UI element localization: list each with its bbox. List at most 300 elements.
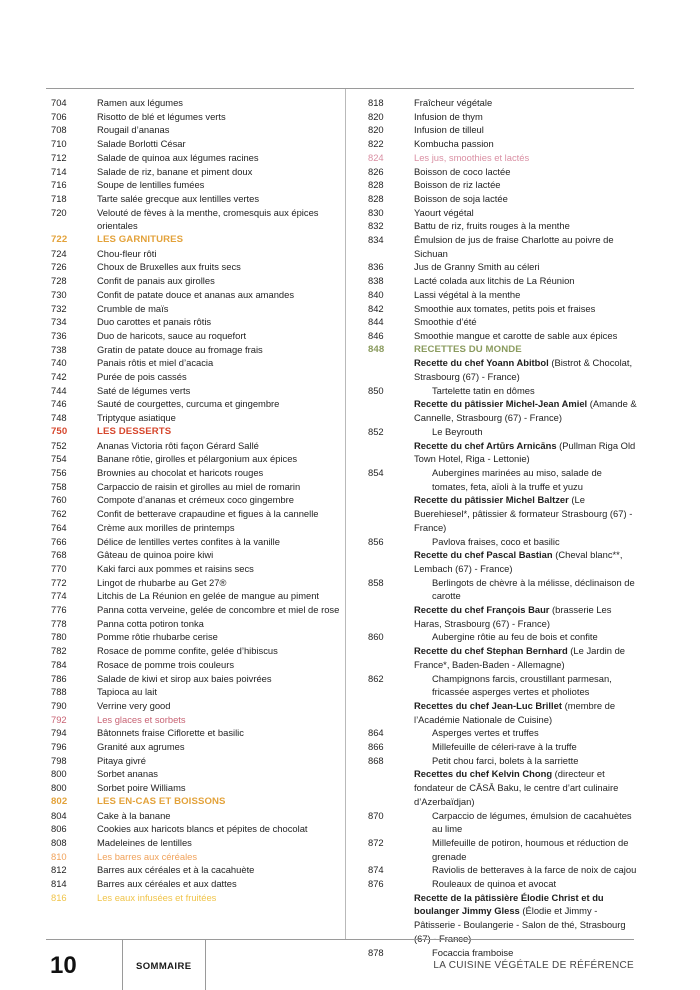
toc-page-number: 866	[368, 741, 384, 753]
toc-entry[interactable]	[368, 260, 638, 274]
toc-page-number: 780	[51, 631, 67, 643]
toc-page-number: 760	[51, 494, 67, 506]
toc-entry-title: Crème aux morilles de printemps	[97, 521, 235, 533]
toc-page-number: 842	[368, 302, 384, 314]
toc-page-number: 716	[51, 179, 67, 191]
toc-entry-title	[414, 699, 638, 726]
toc-entry[interactable]	[51, 781, 341, 795]
toc-entry-title: Lacté colada aux litchis de La Réunion	[414, 275, 575, 287]
toc-entry[interactable]	[51, 343, 341, 357]
toc-entry[interactable]	[51, 863, 341, 877]
toc-page-number: 712	[51, 151, 67, 163]
toc-entry-title: Millefeuille de céleri-rave à la truffe	[432, 741, 577, 753]
toc-entry[interactable]	[368, 233, 638, 260]
toc-entry-title: Salade de kiwi et sirop aux baies poivrées	[97, 672, 272, 684]
toc-page-number: 840	[368, 288, 384, 300]
toc-entry-title: Gâteau de quinoa poire kiwi	[97, 549, 214, 561]
toc-entry-title	[414, 548, 638, 575]
toc-entry[interactable]	[51, 178, 341, 192]
toc-entry-title: Duo de haricots, sauce au roquefort	[97, 329, 247, 341]
toc-entry-title: Soupe de lentilles fumées	[97, 179, 205, 191]
toc-entry[interactable]	[51, 589, 341, 603]
toc-entry[interactable]	[368, 726, 638, 740]
toc-page-number: 752	[51, 439, 67, 451]
toc-chef-heading[interactable]	[368, 356, 638, 383]
toc-entry[interactable]	[51, 151, 341, 165]
toc-entry-title: Les jus, smoothies et lactés	[414, 151, 530, 163]
toc-page-number: 826	[368, 165, 384, 177]
toc-left-column	[51, 96, 341, 904]
chef-name: Recette du chef Yoann Abitbol	[414, 357, 549, 369]
chef-name: Recette du chef Pascal Bastian	[414, 549, 553, 561]
toc-page-number: 856	[368, 535, 384, 547]
toc-entry[interactable]	[51, 576, 341, 590]
toc-entry[interactable]	[51, 315, 341, 329]
toc-page-number: 758	[51, 480, 67, 492]
toc-page-number: 822	[368, 138, 384, 150]
toc-entry-title: Boisson de soja lactée	[414, 192, 508, 204]
toc-entry-title	[414, 603, 638, 630]
toc-entry-title: Les glaces et sorbets	[97, 713, 186, 725]
toc-entry[interactable]	[51, 137, 341, 151]
toc-page-number: 846	[368, 329, 384, 341]
toc-entry-title: LES DESSERTS	[97, 425, 172, 437]
toc-entry[interactable]	[51, 630, 341, 644]
toc-page-number: 804	[51, 809, 67, 821]
toc-entry-title: Chou-fleur rôti	[97, 247, 157, 259]
toc-page-number: 720	[51, 206, 67, 218]
toc-entry[interactable]	[368, 123, 638, 137]
toc-entry-title: Le Beyrouth	[432, 425, 483, 437]
toc-page-number: 776	[51, 604, 67, 616]
toc-page-number	[368, 356, 414, 383]
toc-entry[interactable]	[51, 754, 341, 768]
toc-entry-title: Raviolis de betteraves à la farce de noix de cajou	[432, 864, 637, 876]
toc-entry-title: Rougail d’ananas	[97, 124, 170, 136]
toc-page-number	[368, 548, 414, 575]
toc-entry-title: Lingot de rhubarbe au Get 27®	[97, 576, 227, 588]
toc-page-number: 762	[51, 508, 67, 520]
toc-page-number: 872	[368, 836, 384, 848]
toc-entry[interactable]	[368, 576, 638, 603]
toc-entry-title: Tartelette tatin en dômes	[432, 384, 535, 396]
book-title: LA CUISINE VÉGÉTALE DE RÉFÉRENCE	[433, 960, 634, 971]
toc-entry[interactable]	[51, 466, 341, 480]
toc-chef-heading[interactable]	[368, 699, 638, 726]
toc-page-number: 728	[51, 275, 67, 287]
toc-entry[interactable]	[368, 877, 638, 891]
toc-entry-title: Ramen aux légumes	[97, 97, 183, 108]
toc-entry-title: Brownies au chocolat et haricots rouges	[97, 466, 264, 478]
toc-entry-title: Gratin de patate douce au fromage frais	[97, 343, 263, 355]
toc-page-number: 824	[368, 151, 384, 163]
toc-entry[interactable]	[368, 192, 638, 206]
toc-page-number: 714	[51, 165, 67, 177]
toc-entry[interactable]	[51, 411, 341, 425]
toc-page-number: 784	[51, 658, 67, 670]
toc-entry-title: Crumble de maïs	[97, 302, 169, 314]
footer-divider	[205, 940, 206, 990]
toc-page-number: 802	[51, 795, 68, 807]
toc-entry-title: Petit chou farci, bolets à la sarriette	[432, 754, 579, 766]
toc-page-number: 816	[51, 891, 67, 903]
toc-entry-title: Cake à la banane	[97, 809, 171, 821]
toc-entry-title: Rosace de pomme confite, gelée d’hibiscus	[97, 645, 278, 657]
toc-page-number: 790	[51, 699, 67, 711]
toc-entry[interactable]	[368, 863, 638, 877]
toc-page-number: 848	[368, 343, 385, 355]
toc-page-number: 732	[51, 302, 67, 314]
chef-venue: (Pullman Riga Old Town Hotel, Riga - Lettonie)	[414, 439, 636, 465]
toc-entry[interactable]	[51, 247, 341, 261]
toc-page-number	[368, 397, 414, 424]
toc-entry[interactable]	[368, 315, 638, 329]
toc-entry-title: Infusion de tilleul	[414, 124, 484, 136]
toc-entry-title: Salade Borlotti César	[97, 138, 186, 150]
toc-page-number: 734	[51, 316, 67, 328]
toc-entry[interactable]	[51, 809, 341, 823]
toc-entry[interactable]	[51, 767, 341, 781]
toc-entry[interactable]	[368, 535, 638, 549]
toc-page-number: 792	[51, 713, 67, 725]
toc-page-number: 722	[51, 234, 68, 246]
toc-entry[interactable]	[368, 809, 638, 836]
toc-entry-title: Choux de Bruxelles aux fruits secs	[97, 261, 241, 273]
toc-page-number: 836	[368, 261, 384, 273]
toc-entry[interactable]	[368, 178, 638, 192]
chef-venue: (brasserie Les Haras, Strasbourg (67) - France)	[414, 604, 612, 629]
toc-entry-title: Sorbet ananas	[97, 768, 158, 780]
chef-venue: (Bistrot & Chocolat, Strasbourg (67) - France)	[414, 357, 633, 383]
toc-entry[interactable]	[368, 274, 638, 288]
toc-entry-title: Panna cotta potiron tonka	[97, 617, 204, 629]
toc-entry-title: Kaki farci aux pommes et raisins secs	[97, 562, 254, 574]
toc-entry-title: Verrine very good	[97, 699, 171, 711]
chef-venue: (Cheval blanc**, Lembach (67) - France)	[414, 549, 623, 574]
toc-entry[interactable]	[368, 466, 638, 493]
toc-page-number: 772	[51, 576, 67, 588]
column-divider	[345, 89, 346, 939]
toc-entry[interactable]	[51, 480, 341, 494]
chef-venue: (membre de l’Académie Nationale de Cuisine)	[414, 699, 616, 725]
toc-entry[interactable]	[51, 699, 341, 713]
toc-entry[interactable]	[51, 521, 341, 535]
toc-entry-title: Smoothie aux tomates, petits pois et fraises	[414, 302, 596, 314]
toc-page-number: 750	[51, 425, 68, 437]
toc-page-number: 724	[51, 247, 67, 259]
toc-entry[interactable]	[51, 672, 341, 686]
toc-entry[interactable]	[51, 123, 341, 137]
toc-entry-title	[414, 397, 638, 424]
toc-entry-title: Granité aux agrumes	[97, 741, 185, 753]
toc-entry[interactable]	[51, 822, 341, 836]
toc-right-column	[368, 96, 638, 959]
toc-entry[interactable]	[368, 206, 638, 220]
chef-name: Recette du chef Stephan Bernhard	[414, 645, 568, 657]
toc-entry-title: Carpaccio de légumes, émulsion de cacahuètes au lime	[432, 809, 632, 835]
toc-entry-title: Salade de riz, banane et piment doux	[97, 165, 253, 177]
toc-entry[interactable]	[51, 260, 341, 274]
chef-name: Recette du pâtissier Michel-Jean Amiel	[414, 398, 588, 410]
toc-page-number	[368, 644, 414, 671]
toc-entry[interactable]	[368, 329, 638, 343]
toc-entry-title: Bâtonnets fraise Ciflorette et basilic	[97, 727, 244, 739]
toc-entry-title: LES EN-CAS ET BOISSONS	[97, 795, 226, 807]
toc-entry-title: Pavlova fraises, coco et basilic	[432, 535, 560, 547]
toc-page-number: 764	[51, 521, 67, 533]
toc-entry[interactable]	[51, 329, 341, 343]
toc-page-number: 834	[368, 234, 384, 246]
toc-entry[interactable]	[368, 96, 638, 110]
toc-page-number	[368, 439, 414, 466]
toc-entry-title: Rouleaux de quinoa et avocat	[432, 878, 557, 890]
toc-entry[interactable]	[51, 439, 341, 453]
toc-entry-title	[414, 493, 638, 534]
toc-entry[interactable]	[51, 740, 341, 754]
toc-page-number: 860	[368, 631, 384, 643]
toc-entry[interactable]	[51, 493, 341, 507]
toc-entry-title: Cookies aux haricots blancs et pépites de chocolat	[97, 823, 308, 835]
toc-chef-heading[interactable]	[368, 891, 638, 946]
toc-entry-title: Purée de pois cassés	[97, 371, 187, 383]
toc-page-number: 782	[51, 645, 67, 657]
toc-entry[interactable]	[368, 219, 638, 233]
toc-section-heading[interactable]	[51, 425, 341, 439]
toc-page-number: 864	[368, 727, 384, 739]
chef-name: Recette du chef Artūrs Arnicāns	[414, 439, 557, 451]
toc-entry[interactable]	[51, 192, 341, 206]
toc-page-number: 708	[51, 124, 67, 136]
toc-entry[interactable]	[51, 452, 341, 466]
toc-entry[interactable]	[51, 507, 341, 521]
toc-page-number	[368, 603, 414, 630]
toc-subsection-heading[interactable]	[51, 850, 341, 864]
toc-page-number: 832	[368, 220, 384, 232]
toc-page-number: 770	[51, 562, 67, 574]
toc-entry[interactable]	[368, 384, 638, 398]
toc-entry-title: Boisson de coco lactée	[414, 165, 511, 177]
toc-entry[interactable]	[51, 206, 341, 233]
toc-entry[interactable]	[51, 603, 341, 617]
toc-page-number: 870	[368, 809, 384, 821]
toc-entry-title: Kombucha passion	[414, 138, 494, 150]
toc-page-number: 778	[51, 617, 67, 629]
toc-entry-title: Focaccia framboise	[432, 946, 514, 958]
toc-entry-title: Les barres aux céréales	[97, 850, 198, 862]
toc-entry[interactable]	[368, 302, 638, 316]
toc-page-number: 766	[51, 535, 67, 547]
toc-entry-title: Barres aux céréales et aux dattes	[97, 878, 237, 890]
toc-page-number: 868	[368, 754, 384, 766]
toc-entry-title: Triptyque asiatique	[97, 412, 176, 424]
toc-page-number: 798	[51, 754, 67, 766]
toc-page-number	[368, 699, 414, 726]
toc-subsection-heading[interactable]	[51, 713, 341, 727]
toc-chef-heading[interactable]	[368, 767, 638, 808]
chef-venue: (Amande & Cannelle, Strasbourg (67) - France)	[414, 398, 637, 424]
toc-page-number: 820	[368, 124, 384, 136]
toc-page-number: 726	[51, 261, 67, 273]
toc-entry-title	[414, 891, 638, 946]
toc-page-number: 858	[368, 576, 384, 588]
toc-page-number: 738	[51, 343, 67, 355]
toc-entry[interactable]	[368, 754, 638, 768]
toc-entry[interactable]	[51, 370, 341, 384]
toc-page-number: 754	[51, 453, 67, 465]
toc-page-number: 742	[51, 371, 67, 383]
toc-entry-title: Banane rôtie, girolles et pélargonium aux épices	[97, 453, 298, 465]
toc-entry-title: Pomme rôtie rhubarbe cerise	[97, 631, 218, 643]
toc-entry-title: Boisson de riz lactée	[414, 179, 501, 191]
toc-page-number: 800	[51, 768, 67, 780]
toc-chef-heading[interactable]	[368, 548, 638, 575]
toc-page-number: 746	[51, 398, 67, 410]
toc-page-number: 844	[368, 316, 384, 328]
toc-chef-heading[interactable]	[368, 603, 638, 630]
toc-page-number	[368, 891, 414, 946]
toc-entry[interactable]	[368, 165, 638, 179]
toc-entry[interactable]	[51, 274, 341, 288]
chef-name: Recettes du chef Jean-Luc Brillet	[414, 699, 562, 711]
toc-entry[interactable]	[368, 137, 638, 151]
toc-entry[interactable]	[51, 836, 341, 850]
toc-page-number: 788	[51, 686, 67, 698]
chef-name: Recette du chef François Baur	[414, 604, 550, 616]
toc-page-number: 796	[51, 741, 67, 753]
toc-page-number: 740	[51, 357, 67, 369]
toc-entry[interactable]	[51, 644, 341, 658]
toc-page-number: 808	[51, 836, 67, 848]
toc-entry-title: Panna cotta verveine, gelée de concombre et miel de rose	[97, 604, 340, 616]
footer-rule	[46, 939, 634, 940]
toc-entry-title: Les eaux infusées et fruitées	[97, 891, 217, 903]
toc-entry-title: Compote d’ananas et crémeux coco gingembre	[97, 494, 294, 506]
toc-entry-title: Délice de lentilles vertes confites à la vanille	[97, 535, 280, 547]
toc-entry[interactable]	[51, 96, 341, 110]
toc-page-number: 810	[51, 850, 67, 862]
toc-entry-title: Barres aux céréales et à la cacahuète	[97, 864, 255, 876]
toc-page-number: 794	[51, 727, 67, 739]
toc-entry-title: Jus de Granny Smith au céleri	[414, 261, 540, 273]
toc-entry[interactable]	[368, 425, 638, 439]
toc-entry[interactable]	[368, 836, 638, 863]
toc-page-number: 786	[51, 672, 67, 684]
toc-entry-title: Smoothie mangue et carotte de sable aux épices	[414, 329, 618, 341]
toc-entry-title: Madeleines de lentilles	[97, 836, 192, 848]
toc-entry[interactable]	[368, 946, 638, 960]
toc-entry[interactable]	[51, 548, 341, 562]
toc-chef-heading[interactable]	[368, 644, 638, 671]
chef-venue: (directeur et fondateur de CĀSĀ Baku, le centre d’art culinaire d’Azerbaïdjan)	[414, 768, 619, 807]
toc-entry-title	[414, 356, 638, 383]
toc-page-number	[368, 767, 414, 808]
toc-entry[interactable]	[368, 110, 638, 124]
toc-section-heading[interactable]	[51, 233, 341, 247]
toc-page-number: 768	[51, 549, 67, 561]
toc-page-number: 854	[368, 466, 384, 478]
toc-entry[interactable]	[51, 658, 341, 672]
chef-venue: (Le Buerehiesel*, pâtissier & formateur Strasbourg (67) - France)	[414, 494, 633, 533]
toc-entry-title: Confit de betterave crapaudine et figues à la cannelle	[97, 508, 319, 520]
toc-page-number: 806	[51, 823, 67, 835]
toc-entry[interactable]	[51, 726, 341, 740]
page-number: 10	[50, 952, 77, 979]
toc-chef-heading[interactable]	[368, 439, 638, 466]
toc-page-number: 814	[51, 878, 67, 890]
toc-entry[interactable]	[368, 288, 638, 302]
chef-name: Recette de la pâtissière Élodie Christ et du boulanger Jimmy Gless	[414, 891, 604, 917]
toc-page-number: 812	[51, 864, 67, 876]
toc-entry-title: Salade de quinoa aux légumes racines	[97, 151, 259, 163]
toc-entry[interactable]	[51, 877, 341, 891]
toc-subsection-heading[interactable]	[368, 151, 638, 165]
toc-entry[interactable]	[51, 110, 341, 124]
toc-entry[interactable]	[51, 685, 341, 699]
toc-page-number: 818	[368, 97, 384, 108]
toc-entry-title: Carpaccio de raisin et girolles au miel de romarin	[97, 480, 301, 492]
toc-entry-title: Velouté de fèves à la menthe, cromesquis aux épices orientales	[97, 206, 319, 232]
toc-entry[interactable]	[368, 740, 638, 754]
toc-entry-title: Infusion de thym	[414, 110, 483, 122]
toc-page-number: 852	[368, 425, 384, 437]
toc-page-number: 748	[51, 412, 67, 424]
toc-entry-title: Aubergine rôtie au feu de bois et confite	[432, 631, 598, 643]
toc-entry-title	[414, 644, 638, 671]
toc-entry[interactable]	[51, 617, 341, 631]
toc-entry[interactable]	[51, 562, 341, 576]
toc-entry[interactable]	[368, 672, 638, 699]
toc-entry[interactable]	[51, 302, 341, 316]
toc-section-heading[interactable]	[51, 795, 341, 809]
toc-section-heading[interactable]	[368, 343, 638, 357]
toc-entry-title: Battu de riz, fruits rouges à la menthe	[414, 220, 570, 232]
toc-page-number: 706	[51, 110, 67, 122]
toc-page-number	[368, 493, 414, 534]
toc-entry[interactable]	[51, 397, 341, 411]
toc-entry-title	[414, 439, 638, 466]
toc-entry-title: Ananas Victoria rôti façon Gérard Sallé	[97, 439, 259, 451]
toc-subsection-heading[interactable]	[51, 891, 341, 905]
toc-chef-heading[interactable]	[368, 493, 638, 534]
chef-name: Recettes du chef Kelvin Chong	[414, 768, 553, 780]
toc-page-number: 850	[368, 384, 384, 396]
toc-entry-title: Tarte salée grecque aux lentilles vertes	[97, 192, 260, 204]
toc-entry[interactable]	[51, 384, 341, 398]
toc-entry-title: Panais rôtis et miel d’acacia	[97, 357, 214, 369]
toc-entry[interactable]	[51, 535, 341, 549]
toc-entry-title: Asperges vertes et truffes	[432, 727, 539, 739]
toc-page-number: 744	[51, 384, 67, 396]
toc-entry[interactable]	[368, 630, 638, 644]
toc-page-number: 838	[368, 275, 384, 287]
toc-page-number: 828	[368, 179, 384, 191]
toc-entry-title: Pitaya givré	[97, 754, 146, 766]
toc-page-number: 756	[51, 466, 67, 478]
toc-entry-title: Lassi végétal à la menthe	[414, 288, 521, 300]
chef-venue: (Le Jardin de France*, Baden-Baden - Allemagne)	[414, 645, 626, 670]
toc-chef-heading[interactable]	[368, 397, 638, 424]
toc-entry-title: Millefeuille de potiron, houmous et réduction de grenade	[432, 836, 629, 862]
toc-entry[interactable]	[51, 165, 341, 179]
toc-entry-title: Duo carottes et panais rôtis	[97, 316, 212, 328]
toc-entry-title: Sorbet poire Williams	[97, 782, 186, 794]
toc-entry[interactable]	[51, 288, 341, 302]
toc-page-number: 774	[51, 590, 67, 602]
toc-entry-title: Fraîcheur végétale	[414, 97, 493, 108]
chef-name: Recette du pâtissier Michel Baltzer	[414, 494, 569, 506]
toc-entry[interactable]	[51, 356, 341, 370]
toc-page-number: 736	[51, 329, 67, 341]
